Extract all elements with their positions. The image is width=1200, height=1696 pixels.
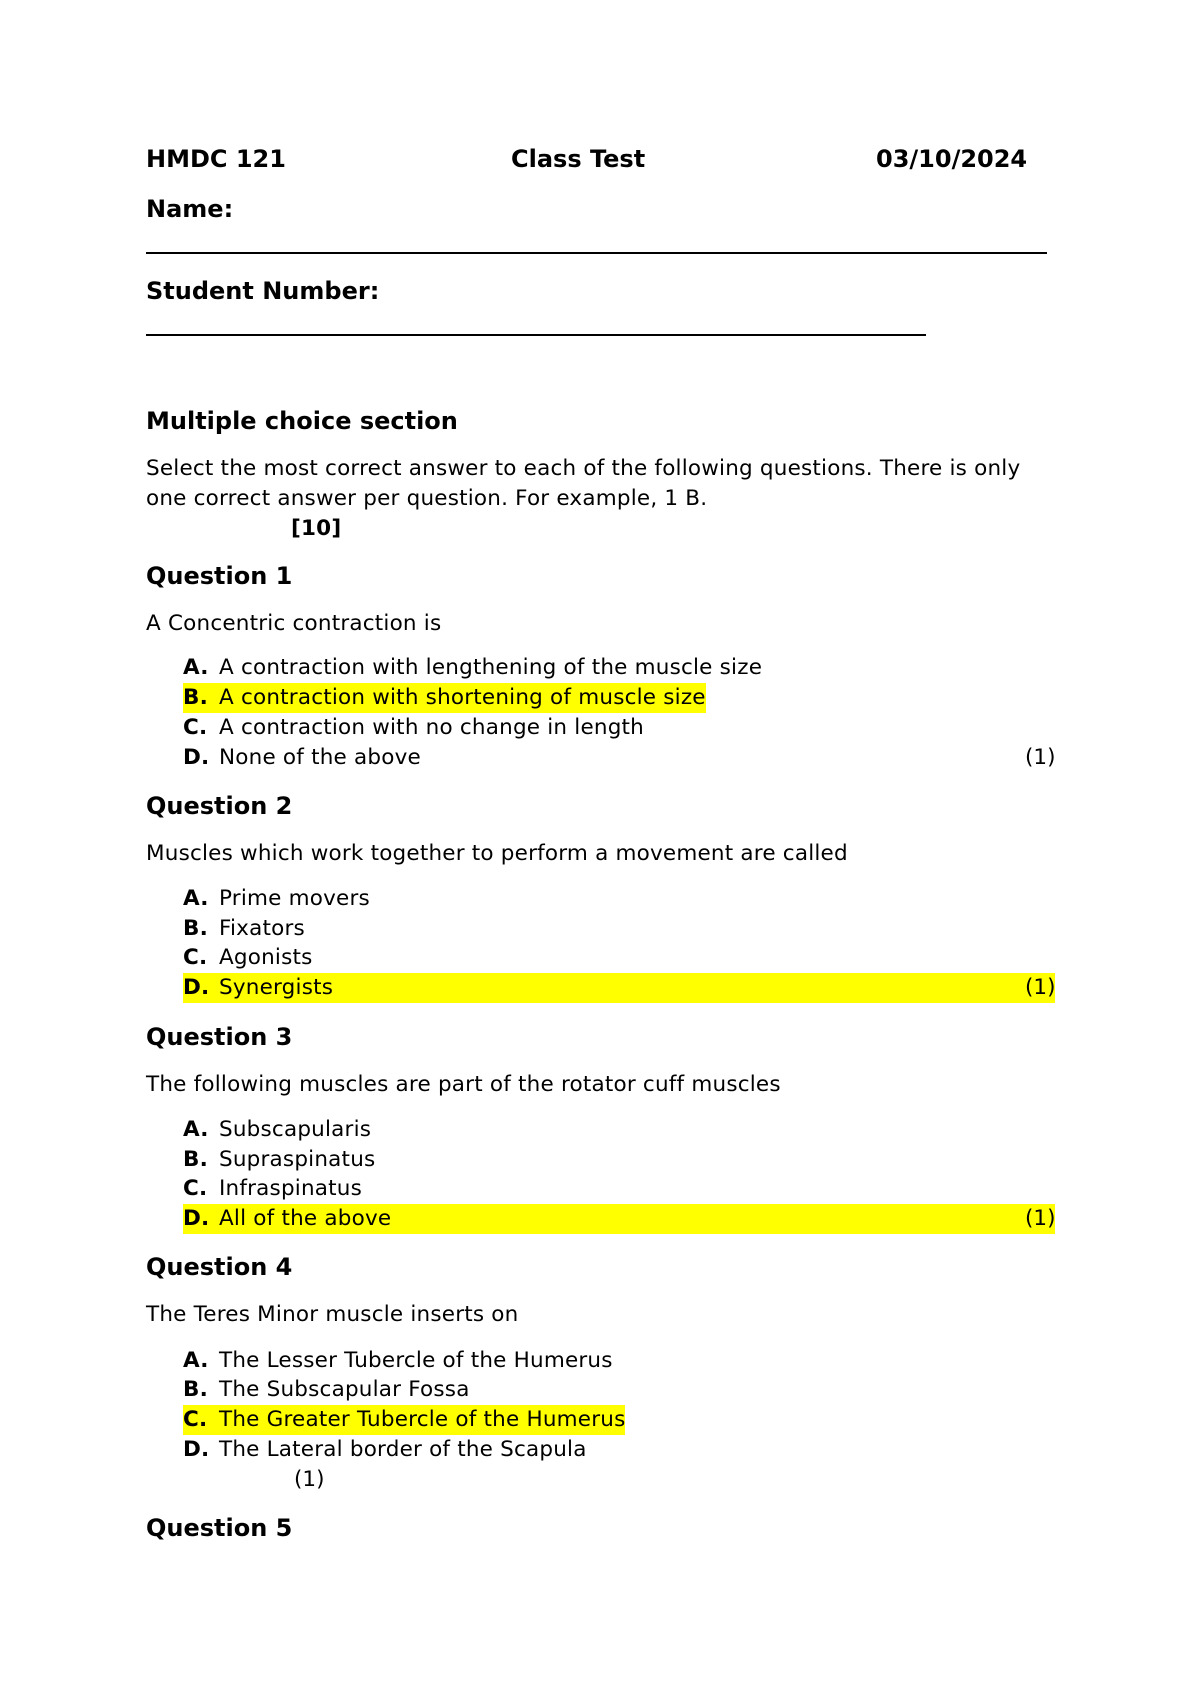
question-4-option-a xyxy=(183,1346,613,1376)
question-1-marks: (1) xyxy=(1025,745,1056,770)
student-number-label: Student Number: xyxy=(146,277,380,305)
option-text: Synergists xyxy=(219,975,334,1000)
instructions-line-2: one correct answer per question. For example, 1 B. xyxy=(146,486,708,511)
option-letter: C. xyxy=(183,715,208,740)
test-title: Class Test xyxy=(511,145,646,173)
question-2-option-a xyxy=(183,884,370,914)
question-4-option-c xyxy=(183,1405,625,1435)
question-3-option-d xyxy=(183,1204,1055,1234)
option-letter: B. xyxy=(183,685,208,710)
option-text: Infraspinatus xyxy=(219,1176,363,1201)
option-letter: B. xyxy=(183,1377,208,1402)
option-text: The Lesser Tubercle of the Humerus xyxy=(219,1348,613,1373)
question-4-option-b xyxy=(183,1375,470,1405)
question-1-option-b xyxy=(183,683,706,713)
question-3-prompt: The following muscles are part of the rotator cuff muscles xyxy=(146,1072,781,1097)
section-title: Multiple choice section xyxy=(146,407,458,435)
question-2-prompt: Muscles which work together to perform a movement are called xyxy=(146,841,848,866)
option-text: A contraction with lengthening of the muscle size xyxy=(219,655,763,680)
name-underline xyxy=(146,252,1047,254)
question-2-option-b xyxy=(183,914,305,944)
option-letter: C. xyxy=(183,1407,208,1432)
option-letter: C. xyxy=(183,945,208,970)
test-date: 03/10/2024 xyxy=(876,145,1028,173)
question-2-option-d xyxy=(183,973,1055,1003)
total-marks: [10] xyxy=(291,516,342,541)
option-letter: B. xyxy=(183,1147,208,1172)
student-number-underline xyxy=(146,334,926,336)
option-letter: D. xyxy=(183,745,210,770)
option-text: Supraspinatus xyxy=(219,1147,376,1172)
option-letter: A. xyxy=(183,886,209,911)
option-letter: D. xyxy=(183,1437,210,1462)
option-letter: C. xyxy=(183,1176,208,1201)
question-1-option-a xyxy=(183,653,762,683)
question-2-option-c xyxy=(183,943,313,973)
option-letter: D. xyxy=(183,1206,210,1231)
question-1-heading: Question 1 xyxy=(146,562,293,590)
option-letter: A. xyxy=(183,1117,209,1142)
option-text: All of the above xyxy=(219,1206,392,1231)
option-text: The Lateral border of the Scapula xyxy=(219,1437,587,1462)
option-text: None of the above xyxy=(219,745,421,770)
question-4-heading: Question 4 xyxy=(146,1253,293,1281)
question-3-option-a xyxy=(183,1115,371,1145)
question-3-option-c xyxy=(183,1174,362,1204)
question-5-heading: Question 5 xyxy=(146,1514,293,1542)
question-4-marks: (1) xyxy=(294,1467,325,1492)
question-2-marks: (1) xyxy=(1025,975,1056,1000)
question-2-heading: Question 2 xyxy=(146,792,293,820)
question-3-marks: (1) xyxy=(1025,1206,1056,1231)
question-1-option-c xyxy=(183,713,644,743)
option-text: Subscapularis xyxy=(219,1117,372,1142)
option-text: Prime movers xyxy=(219,886,370,911)
option-letter: B. xyxy=(183,916,208,941)
name-label: Name: xyxy=(146,195,234,223)
option-letter: A. xyxy=(183,1348,209,1373)
question-1-prompt: A Concentric contraction is xyxy=(146,611,442,636)
question-3-option-b xyxy=(183,1145,375,1175)
course-code: HMDC 121 xyxy=(146,145,286,173)
option-text: A contraction with shortening of muscle size xyxy=(219,685,706,710)
option-letter: D. xyxy=(183,975,210,1000)
instructions-line-1: Select the most correct answer to each of the following questions. There is only xyxy=(146,456,1021,481)
option-text: Agonists xyxy=(219,945,313,970)
option-letter: A. xyxy=(183,655,209,680)
option-text: The Subscapular Fossa xyxy=(219,1377,470,1402)
question-1-option-d xyxy=(183,743,421,773)
question-4-prompt: The Teres Minor muscle inserts on xyxy=(146,1302,519,1327)
option-text: A contraction with no change in length xyxy=(219,715,645,740)
option-text: Fixators xyxy=(219,916,305,941)
question-4-option-d xyxy=(183,1435,587,1465)
question-3-heading: Question 3 xyxy=(146,1023,293,1051)
option-text: The Greater Tubercle of the Humerus xyxy=(219,1407,626,1432)
